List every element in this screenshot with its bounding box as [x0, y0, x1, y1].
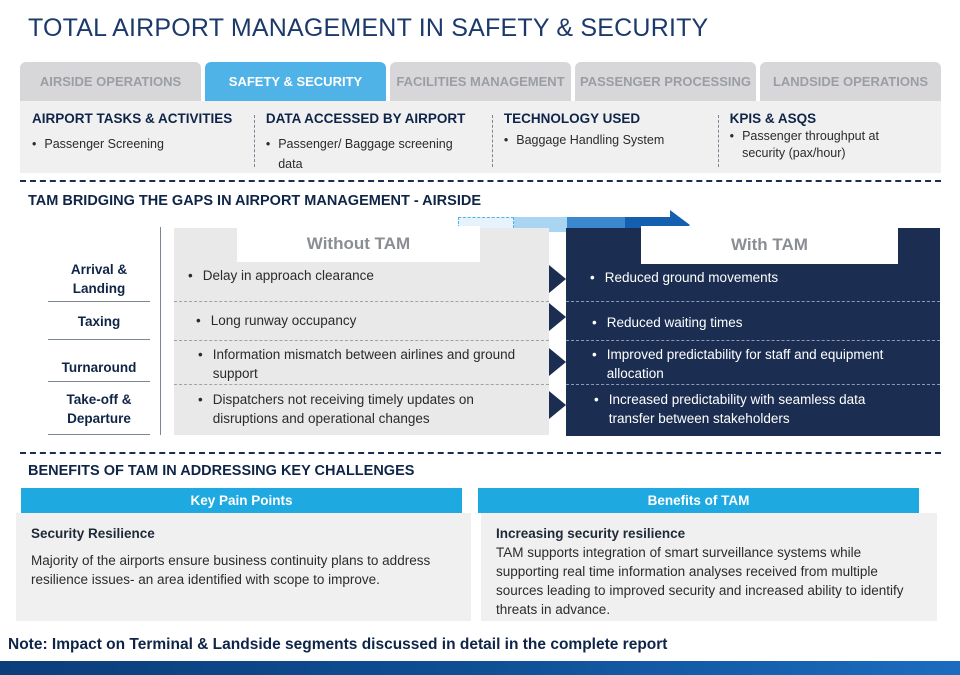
stage-taxing: Taxing: [48, 304, 150, 340]
info-data-item: • Passenger/ Baggage screening data: [266, 134, 480, 174]
bullet-icon: •: [592, 315, 597, 330]
chevron-right-icon: [549, 265, 566, 293]
info-kpis-item: • Passenger throughput at security (pax/hour): [729, 129, 879, 160]
section-divider: [20, 452, 941, 454]
tab-safety-security[interactable]: SAFETY & SECURITY: [205, 62, 386, 101]
without-item: • Information mismatch between airlines and ground support: [198, 347, 516, 381]
info-data-heading: DATA ACCESSED BY AIRPORT: [265, 111, 466, 126]
bullet-icon: •: [503, 133, 509, 147]
benefit-title: Increasing security resilience: [496, 526, 686, 541]
chevron-right-icon: [549, 303, 566, 331]
info-tasks: [20, 101, 254, 173]
without-item: • Long runway occupancy: [196, 313, 357, 328]
without-item: • Dispatchers not receiving timely updates on disruptions and operational changes: [198, 392, 474, 426]
without-tam-label: Without TAM: [237, 226, 480, 262]
with-item: • Improved predictability for staff and equipment allocation: [592, 347, 884, 381]
page-title: TOTAL AIRPORT MANAGEMENT IN SAFETY & SECURITY: [28, 14, 709, 42]
footnote: Note: Impact on Terminal & Landside segments discussed in detail in the complete report: [8, 636, 668, 653]
info-tech: [492, 101, 718, 173]
info-tasks-heading: AIRPORT TASKS & ACTIVITIES: [32, 111, 233, 126]
bullet-icon: •: [265, 137, 271, 151]
section-divider: [20, 180, 941, 182]
pain-points-header: Key Pain Points: [21, 488, 462, 513]
bullet-icon: •: [196, 313, 201, 328]
benefits-box: [481, 513, 937, 621]
benefits-header: Benefits of TAM: [478, 488, 919, 513]
info-kpis: [718, 101, 941, 173]
pain-point-title: Security Resilience: [31, 526, 155, 541]
segment-tabs: [20, 62, 941, 101]
info-kpis-heading: KPIS & ASQS: [729, 111, 817, 126]
benefits-section-title: BENEFITS OF TAM IN ADDRESSING KEY CHALLENGES: [28, 463, 415, 479]
bullet-icon: •: [592, 347, 597, 362]
bullet-icon: •: [729, 129, 735, 143]
benefit-text: TAM supports integration of smart surveillance systems while supporting real time information analyses received from multiple sources leading to improved security and increased ability to identify threats in advance.: [496, 545, 904, 617]
bullet-icon: •: [198, 347, 203, 362]
with-item: • Increased predictability with seamless data transfer between stakeholders: [594, 392, 866, 426]
chevron-right-icon: [549, 391, 566, 419]
gaps-section-title: TAM BRIDGING THE GAPS IN AIRPORT MANAGEMENT - AIRSIDE: [28, 193, 481, 209]
bullet-icon: •: [590, 270, 595, 285]
bullet-icon: •: [198, 392, 203, 407]
tab-passenger-processing[interactable]: PASSENGER PROCESSING: [575, 62, 756, 101]
stage-divider-line: [160, 227, 161, 435]
pain-point-text: Majority of the airports ensure business continuity plans to address resilience issues- an area identified with scope to improve.: [31, 553, 431, 587]
chevron-right-icon: [549, 348, 566, 376]
info-tech-item: • Baggage Handling System: [504, 130, 714, 150]
stage-arrival-landing: Arrival & Landing: [48, 256, 150, 302]
footer-band: [0, 661, 960, 675]
info-data: [254, 101, 492, 173]
stage-turnaround: Turnaround: [48, 342, 150, 382]
without-item: • Delay in approach clearance: [188, 268, 374, 283]
tab-landside-operations[interactable]: LANDSIDE OPERATIONS: [760, 62, 941, 101]
bullet-icon: •: [188, 268, 193, 283]
info-band: [20, 101, 941, 173]
info-tech-heading: TECHNOLOGY USED: [503, 111, 641, 126]
pain-points-box: [16, 513, 471, 621]
stage-takeoff-departure: Take-off & Departure: [48, 384, 150, 435]
with-item: • Reduced ground movements: [590, 270, 779, 285]
tab-airside-operations[interactable]: AIRSIDE OPERATIONS: [20, 62, 201, 101]
with-tam-label: With TAM: [641, 226, 898, 264]
with-item: • Reduced waiting times: [592, 315, 743, 330]
bullet-icon: •: [594, 392, 599, 407]
info-tasks-item: • Passenger Screening: [32, 134, 242, 154]
tab-facilities-management[interactable]: FACILITIES MANAGEMENT: [390, 62, 571, 101]
bullet-icon: •: [32, 137, 37, 151]
